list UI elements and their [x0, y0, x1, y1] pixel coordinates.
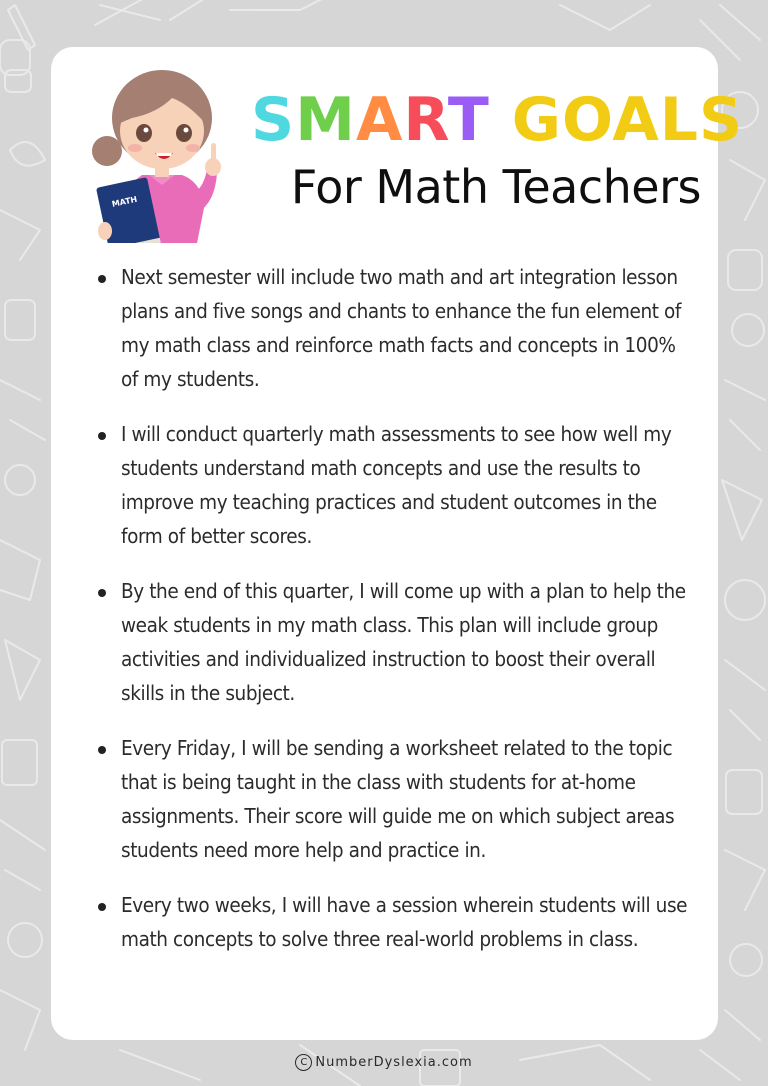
goal-text: Every two weeks, I will have a session wherein students will use math concepts to solve three real-world problems in class.: [121, 893, 688, 951]
title-letter: GOALS: [511, 85, 744, 155]
goals-card: [51, 47, 744, 1040]
goal-item: [93, 888, 693, 956]
bullet-icon: [98, 746, 106, 754]
goal-text: Every Friday, I will be sending a worksheet related to the topic that is being taught in the class with students for at-home assignments. Their score will guide me on which subject areas students need more help and practice in.: [121, 736, 675, 862]
goal-text: By the end of this quarter, I will come up with a plan to help the weak students in my math class. This plan will include group activities and individualized instruction to boost their overall skills in the subject.: [121, 579, 686, 705]
title-letter: S: [251, 85, 296, 155]
book-label: MATH: [111, 194, 139, 209]
title-letter: [490, 85, 512, 155]
bullet-icon: [98, 589, 106, 597]
goal-item: [93, 260, 693, 396]
site-name: NumberDyslexia.com: [315, 1055, 473, 1070]
teacher-illustration: [87, 63, 237, 243]
bullet-icon: [98, 275, 106, 283]
goal-text: I will conduct quarterly math assessments to see how well my students understand math concepts and use the results to improve my teaching practices and student outcomes in the form of better scores.: [121, 422, 672, 548]
title-letter: R: [403, 85, 448, 155]
goal-text: Next semester will include two math and art integration lesson plans and five songs and chants to enhance the fun element of my math class and reinforce math facts and concepts in 100% of my students.: [121, 265, 681, 391]
bullet-icon: [98, 432, 106, 440]
goal-item: [93, 731, 693, 867]
goal-item: [93, 574, 693, 710]
page-subtitle: For Math Teachers: [290, 160, 701, 214]
bullet-icon: [98, 903, 106, 911]
title-letter: M: [295, 85, 356, 155]
goal-item: [93, 417, 693, 553]
footer-credit: [0, 1054, 768, 1071]
title-letter: T: [447, 85, 490, 155]
title-letter: A: [355, 85, 404, 155]
title-block: [251, 85, 744, 217]
copyright-icon: C: [295, 1054, 312, 1071]
page-title: [251, 85, 744, 155]
goals-list: [93, 260, 693, 977]
